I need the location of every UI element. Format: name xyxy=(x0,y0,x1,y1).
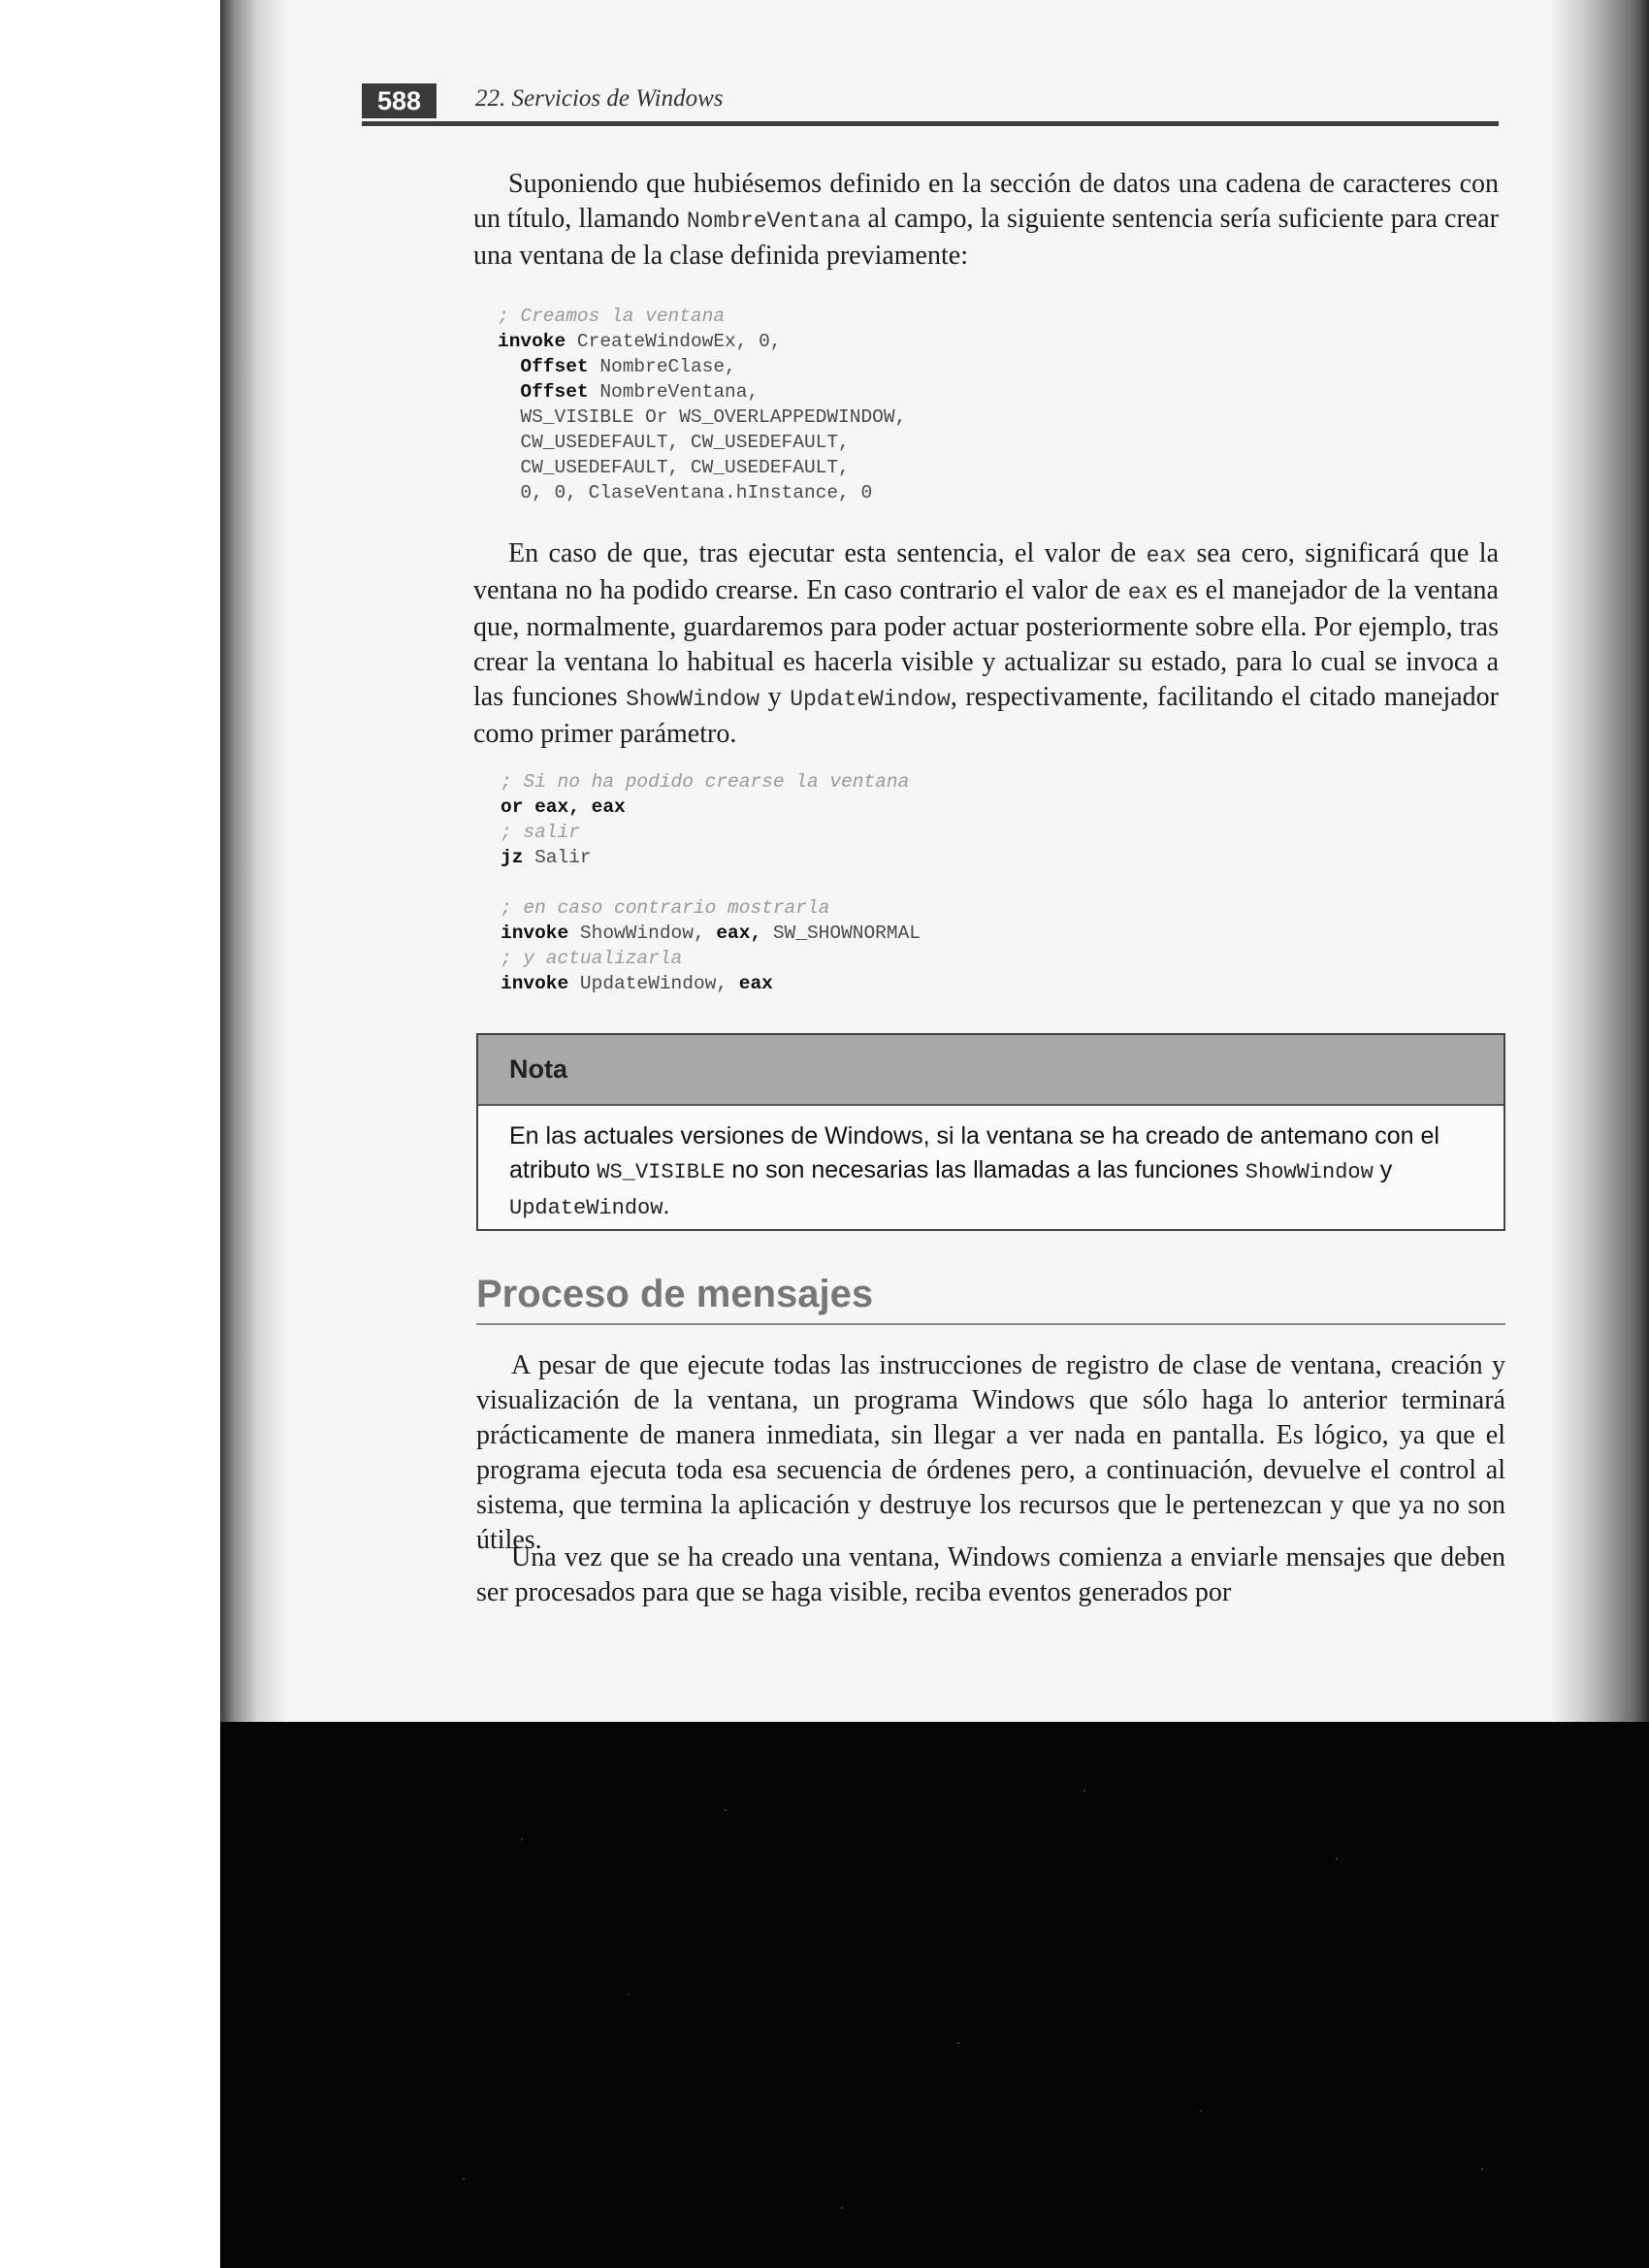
header-rule xyxy=(362,121,1499,126)
chapter-title: 22. Servicios de Windows xyxy=(475,85,724,112)
paragraph-intro: Suponiendo que hubiésemos definido en la sección de datos una cadena de caracteres con un título, llamando NombreVentana al campo, la siguiente sentencia sería suficiente para crear una ventana de la clase definida previamente: xyxy=(473,169,1499,271)
section-heading: Proceso de mensajes xyxy=(476,1273,874,1315)
note-text: En las actuales versiones de Windows, si la ventana se ha creado de antemano con el atributo WS_VISIBLE no son necesarias las llamadas a las funciones ShowWindow y UpdateWindow. xyxy=(509,1122,1439,1220)
code-block-show-window: ; Si no ha podido crearse la ventana or eax, eax ; salir jz Salir ; en caso contrario mostrarla invoke ShowWindow, eax, SW_SHOWNORMAL ; y actualizarla invoke UpdateWindow, eax xyxy=(501,771,921,994)
paragraph-message-process: A pesar de que ejecute todas las instrucciones de registro de clase de ventana, creación y visualización de la ventana, un programa Windows que sólo haga lo anterior terminará prácticamente de manera inmediata, sin llegar a ver nada en pantalla. Es lógico, ya que el programa ejecuta toda esa secuencia de órdenes pero, a continuación, devuelve el control al sistema, que termina la aplicación y destruye los recursos que le pertenezcan y que ya no son útiles. xyxy=(476,1350,1505,1555)
note-title: Nota xyxy=(478,1035,1504,1106)
note-box xyxy=(476,1033,1505,1231)
paragraph-handle-explanation: En caso de que, tras ejecutar esta sentencia, el valor de eax sea cero, significará que la ventana no ha podido crearse. En caso contrario el valor de eax es el manejador de la ventana que, normalmente, guardaremos para poder actuar posteriormente sobre ella. Por ejemplo, tras crear la ventana lo habitual es hacerla visible y actualizar su estado, para lo cual se invoca a las funciones ShowWindow y UpdateWindow, respectivamente, facilitando el citado manejador como primer parámetro. xyxy=(473,538,1500,749)
section-rule xyxy=(476,1323,1505,1325)
code-block-create-window: ; Creamos la ventana invoke CreateWindowEx, 0, Offset NombreClase, Offset NombreVentana, WS_VISIBLE Or WS_OVERLAPPEDWINDOW, CW_USEDEFAULT, CW_USEDEFAULT, CW_USEDEFAULT, CW_USEDEFAULT, 0, 0, ClaseVentana.hInstance, 0 xyxy=(498,306,907,503)
scan-dark-area xyxy=(220,1722,1649,2268)
paragraph-messages-intro: Una vez que se ha creado una ventana, Windows comienza a enviarle mensajes que deben ser procesados para que se haga visible, reciba eventos generados por xyxy=(476,1542,1505,1607)
page-number: 588 xyxy=(362,83,436,118)
page-edge-shadow xyxy=(1552,0,1649,1722)
book-spine-shadow xyxy=(220,0,288,1722)
